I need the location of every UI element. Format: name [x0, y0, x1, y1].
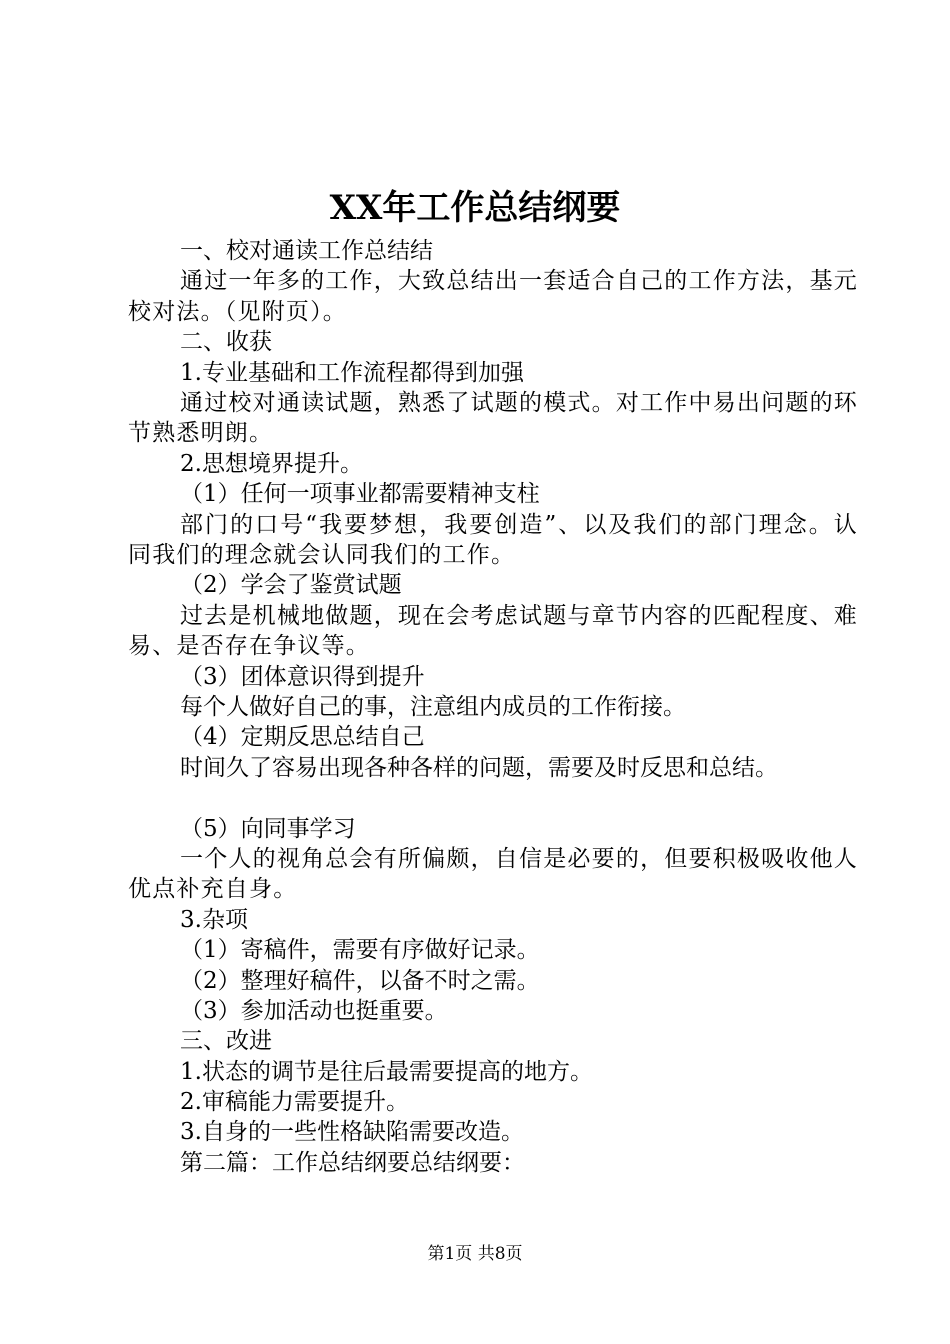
paragraph: 时间久了容易出现各种各样的问题，需要及时反思和总结。: [180, 754, 778, 781]
list-item: 1.状态的调节是往后最需要提高的地方。: [180, 1058, 593, 1085]
subsection-heading: 3.杂项: [180, 906, 248, 933]
section-heading: 三、改进: [180, 1028, 272, 1055]
subsection-heading: 2.思想境界提升。: [180, 450, 363, 477]
paragraph: 部门的口号“我要梦想，我要创造”、以及我们的部门理念。认同我们的理念就会认同我们的工作。: [128, 511, 858, 568]
paragraph: 通过校对通读试题，熟悉了试题的模式。对工作中易出问题的环节熟悉明朗。: [128, 389, 858, 447]
paragraph: 一个人的视角总会有所偏颇，自信是必要的，但要积极吸收他人优点补充自身。: [128, 845, 858, 903]
section-heading: 一、校对通读工作总结结: [180, 238, 433, 264]
list-item: 2.审稿能力需要提升。: [180, 1089, 409, 1116]
list-item: （3）团体意识得到提升: [180, 663, 425, 690]
paragraph: 通过一年多的工作，大致总结出一套适合自己的工作方法，基元校对法。（见附页）。: [128, 268, 858, 325]
list-item: （1）任何一项事业都需要精神支柱: [180, 481, 540, 508]
paragraph: 过去是机械地做题，现在会考虑试题与章节内容的匹配程度、难易、是否存在争议等。: [128, 602, 858, 660]
list-item: （2）整理好稿件，以备不时之需。: [180, 967, 540, 994]
page-number-footer: 第1页 共8页: [427, 1244, 523, 1264]
blank-line: [128, 783, 858, 813]
list-item: （2）学会了鉴赏试题: [180, 572, 402, 599]
document-body: [128, 236, 858, 1178]
document-title: XX年工作总结纲要: [329, 188, 621, 228]
next-article-heading: 第二篇：工作总结纲要总结纲要：: [180, 1149, 525, 1176]
list-item: 3.自身的一些性格缺陷需要改造。: [180, 1119, 524, 1146]
subsection-heading: 1.专业基础和工作流程都得到加强: [180, 359, 524, 386]
list-item: （3）参加活动也挺重要。: [180, 997, 448, 1024]
section-heading: 二、收获: [180, 329, 272, 356]
paragraph: 每个人做好自己的事，注意组内成员的工作衔接。: [180, 693, 686, 720]
list-item: （4）定期反思总结自己: [180, 724, 425, 751]
list-item: （5）向同事学习: [180, 815, 356, 842]
list-item: （1）寄稿件，需要有序做好记录。: [180, 937, 540, 964]
